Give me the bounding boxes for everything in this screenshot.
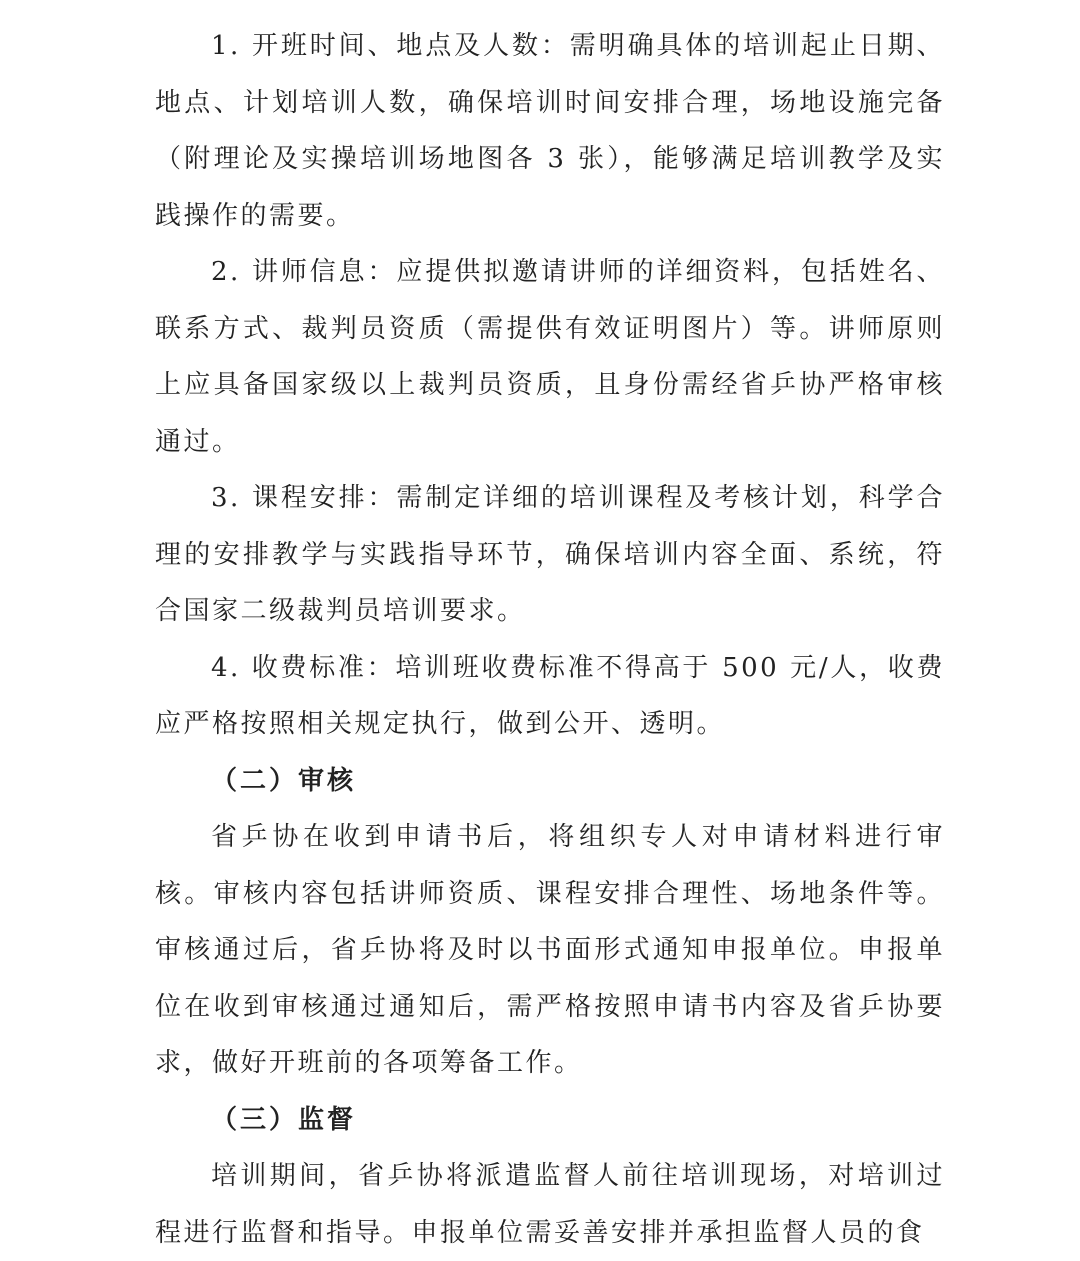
document-body [155,18,945,1261]
section-heading-supervision: （三）监督 [211,1104,357,1135]
paragraph-review: 省乒协在收到申请书后，将组织专人对申请材料进行审核。审核内容包括讲师资质、课程安排合理性、场地条件等。审核通过后，省乒协将及时以书面形式通知申报单位。申报单位在收到审核通过通知后，需严格按照申请书内容及省乒协要求，做好开班前的各项筹备工作。 [155,822,945,1078]
section-heading-review: （二）审核 [211,765,357,796]
paragraph-instructor-info: 2. 讲师信息：应提供拟邀请讲师的详细资料，包括姓名、联系方式、裁判员资质（需提供有效证明图片）等。讲师原则上应具备国家级以上裁判员资质，且身份需经省乒协严格审核通过。 [155,257,945,457]
paragraph-fee-standard: 4. 收费标准：培训班收费标准不得高于 500 元/人，收费应严格按照相关规定执行，做到公开、透明。 [155,652,945,739]
paragraph-supervision: 培训期间，省乒协将派遣监督人前往培训现场，对培训过程进行监督和指导。申报单位需妥善安排并承担监督人员的食 [155,1161,945,1248]
paragraph-course-arrangement: 3. 课程安排：需制定详细的培训课程及考核计划，科学合理的安排教学与实践指导环节，确保培训内容全面、系统，符合国家二级裁判员培训要求。 [155,483,945,626]
paragraph-schedule-location: 1. 开班时间、地点及人数：需明确具体的培训起止日期、地点、计划培训人数，确保培训时间安排合理，场地设施完备（附理论及实操培训场地图各 3 张），能够满足培训教学及实践操作的需要。 [155,31,945,231]
